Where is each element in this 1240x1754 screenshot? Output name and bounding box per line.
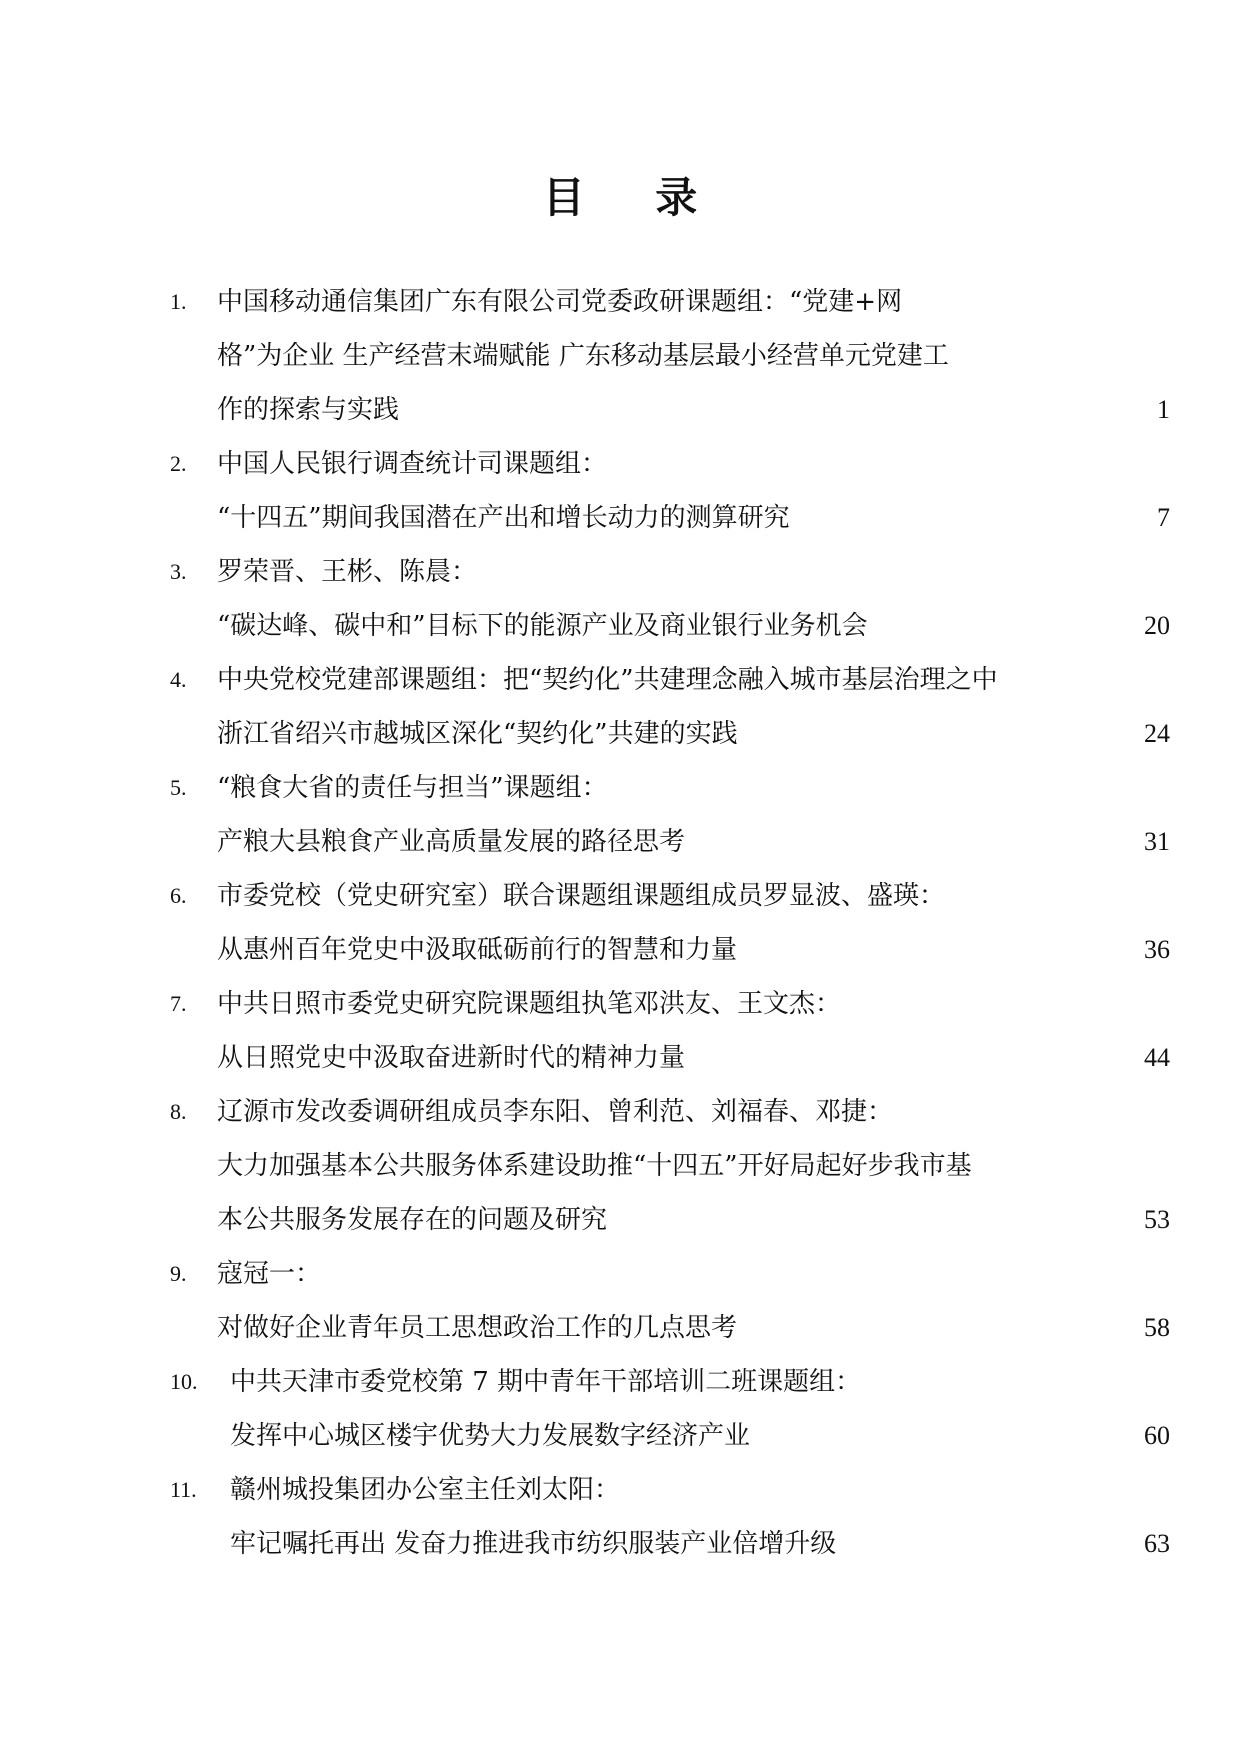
- toc-entry-number: 7.: [170, 991, 187, 1016]
- toc-entry-page-number: 1: [1157, 395, 1170, 424]
- toc-entry-text: 中共日照市委党史研究院课题组执笔邓洪友、王文杰：: [217, 989, 842, 1019]
- toc-entry-text: 产粮大县粮食产业高质量发展的路径思考: [217, 827, 686, 857]
- toc-entry-text: 大力加强基本公共服务体系建设助推“十四五”开好局起好步我市基: [217, 1151, 972, 1181]
- toc-entry-text: 赣州城投集团办公室主任刘太阳：: [230, 1475, 621, 1505]
- toc-entry-number: 4.: [170, 667, 187, 692]
- toc-entry-text: 牢记嘱托再出 发奋力推进我市纺织服装产业倍增升级: [230, 1529, 837, 1559]
- toc-entry-page-number: 24: [1144, 719, 1170, 748]
- toc-entry-number: 6.: [170, 883, 187, 908]
- toc-entry-text: 从日照党史中汲取奋进新时代的精神力量: [217, 1043, 686, 1073]
- toc-entry-text: 作的探索与实践: [217, 395, 400, 425]
- toc-entry-line: [0, 1031, 1240, 1085]
- toc-entry-line: [0, 761, 1240, 815]
- toc-entry-number: 5.: [170, 775, 187, 800]
- toc-entry-line: [0, 545, 1240, 599]
- toc-entry-line: [0, 1517, 1240, 1571]
- toc-entry[interactable]: [0, 1355, 1240, 1463]
- toc-entry-page-number: 7: [1157, 503, 1170, 532]
- toc-entry-page-number: 31: [1144, 827, 1170, 856]
- toc-entry[interactable]: [0, 1085, 1240, 1247]
- toc-entry-text: 中国移动通信集团广东有限公司党委政研课题组：“党建+网: [217, 287, 903, 317]
- toc-entry-line: [0, 491, 1240, 545]
- toc-entry[interactable]: [0, 977, 1240, 1085]
- toc-entry-line: [0, 923, 1240, 977]
- toc-entry-text: 从惠州百年党史中汲取砥砺前行的智慧和力量: [217, 935, 738, 965]
- toc-entry-number: 11.: [170, 1477, 197, 1502]
- toc-entry-line: [0, 1085, 1240, 1139]
- toc-entry-text: 中央党校党建部课题组：把“契约化”共建理念融入城市基层治理之中: [217, 665, 998, 695]
- toc-entry-text: 浙江省绍兴市越城区深化“契约化”共建的实践: [217, 719, 738, 749]
- toc-entry[interactable]: [0, 653, 1240, 761]
- toc-entry-page-number: 53: [1144, 1205, 1170, 1234]
- toc-entry-number: 8.: [170, 1099, 187, 1124]
- toc-entry-number: 3.: [170, 559, 187, 584]
- toc-entry[interactable]: [0, 275, 1240, 437]
- toc-entry-line: [0, 977, 1240, 1031]
- toc-entry-page-number: 63: [1144, 1529, 1170, 1558]
- toc-entry-page-number: 44: [1144, 1043, 1170, 1072]
- toc-entry-line: [0, 1409, 1240, 1463]
- toc-entry-line: [0, 1139, 1240, 1193]
- toc-entry-line: [0, 275, 1240, 329]
- toc-entry-text: “碳达峰、碳中和”目标下的能源产业及商业银行业务机会: [217, 611, 868, 641]
- toc-entry-line: [0, 707, 1240, 761]
- toc-entry-number: 2.: [170, 451, 187, 476]
- toc-entry-text: 辽源市发改委调研组成员李东阳、曾利范、刘福春、邓捷：: [217, 1097, 894, 1127]
- toc-entry[interactable]: [0, 1463, 1240, 1571]
- toc-entry[interactable]: [0, 869, 1240, 977]
- toc-entry-page-number: 20: [1144, 611, 1170, 640]
- toc-entry-text: 市委党校（党史研究室）联合课题组课题组成员罗显波、盛瑛：: [217, 881, 946, 911]
- toc-entry-line: [0, 329, 1240, 383]
- toc-entry-page-number: 60: [1144, 1421, 1170, 1450]
- toc-entry-line: [0, 1355, 1240, 1409]
- toc-entry[interactable]: [0, 1247, 1240, 1355]
- toc-entry-number: 9.: [170, 1261, 187, 1286]
- toc-entry-line: [0, 1193, 1240, 1247]
- toc-entry[interactable]: [0, 437, 1240, 545]
- toc-entry-text: 本公共服务发展存在的问题及研究: [217, 1205, 608, 1235]
- toc-entry-text: 发挥中心城区楼宇优势大力发展数字经济产业: [230, 1421, 751, 1451]
- toc-entry-line: [0, 599, 1240, 653]
- toc-entry-number: 1.: [170, 289, 187, 314]
- toc-entry[interactable]: [0, 761, 1240, 869]
- toc-entry-page-number: 58: [1144, 1313, 1170, 1342]
- toc-entry-text: 格”为企业 生产经营末端赋能 广东移动基层最小经营单元党建工: [217, 341, 949, 371]
- page-title: 目 录: [542, 173, 726, 222]
- toc-entry-text: 中共天津市委党校第 7 期中青年干部培训二班课题组：: [230, 1367, 862, 1397]
- table-of-contents: [0, 275, 1240, 1571]
- toc-entry-text: “十四五”期间我国潜在产出和增长动力的测算研究: [217, 503, 790, 533]
- toc-entry-line: [0, 437, 1240, 491]
- toc-entry-line: [0, 869, 1240, 923]
- toc-entry-line: [0, 1301, 1240, 1355]
- toc-entry-text: 寇冠一：: [217, 1259, 322, 1289]
- toc-entry-number: 10.: [170, 1369, 198, 1394]
- toc-entry[interactable]: [0, 545, 1240, 653]
- toc-entry-text: 罗荣晋、王彬、陈晨：: [217, 557, 478, 587]
- toc-entry-line: [0, 653, 1240, 707]
- toc-entry-text: “粮食大省的责任与担当”课题组：: [217, 773, 608, 803]
- toc-entry-page-number: 36: [1144, 935, 1170, 964]
- toc-entry-line: [0, 1247, 1240, 1301]
- toc-entry-text: 中国人民银行调查统计司课题组：: [217, 449, 608, 479]
- toc-entry-line: [0, 815, 1240, 869]
- toc-entry-line: [0, 1463, 1240, 1517]
- toc-entry-text: 对做好企业青年员工思想政治工作的几点思考: [217, 1313, 738, 1343]
- toc-entry-line: [0, 383, 1240, 437]
